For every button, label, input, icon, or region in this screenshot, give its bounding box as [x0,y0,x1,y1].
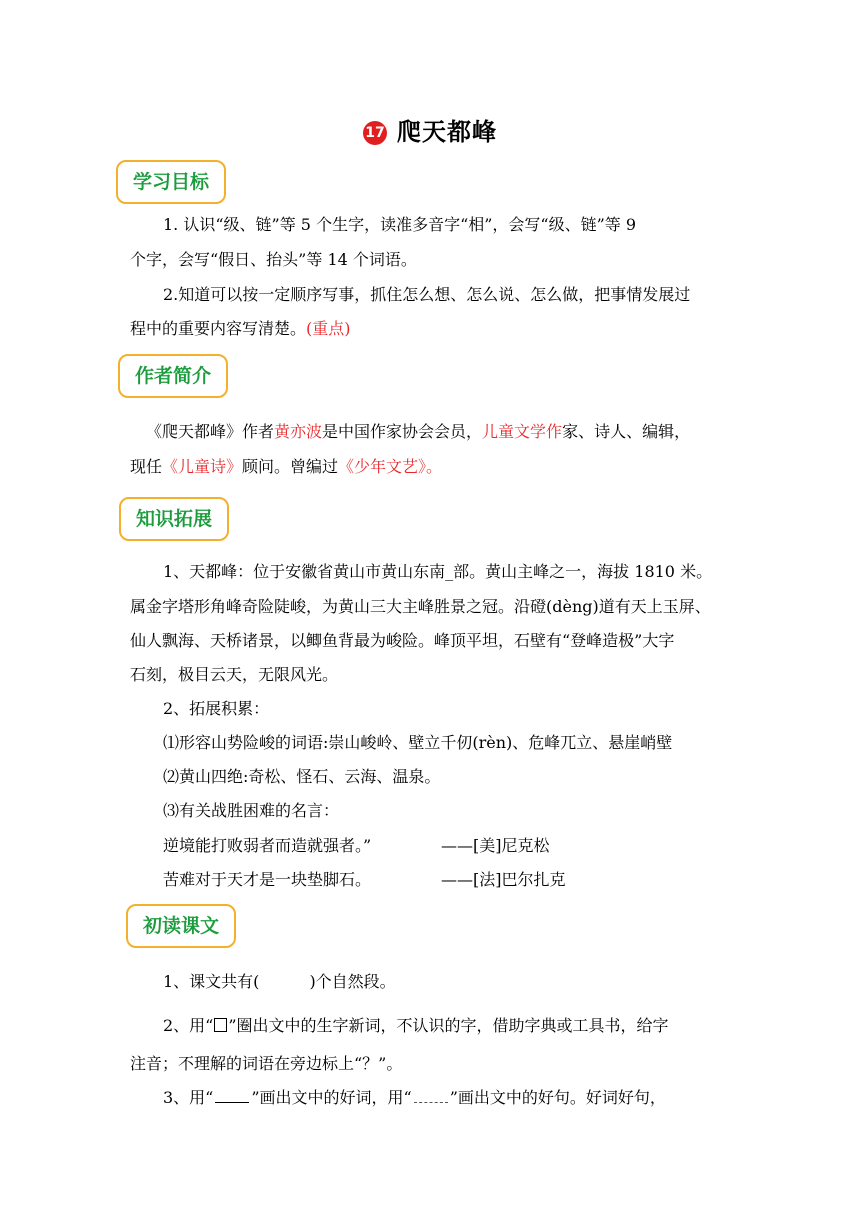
author-name: 黄亦波 [274,422,323,441]
knowledge-1-line-1: 1、天都峰：位于安徽省黄山市黄山东南_部。黄山主峰之一，海拔 1810 米。 [163,562,713,581]
author-role: 儿童文学作 [482,422,563,441]
goal-2-line-1: 2.知道可以按一定顺序写事，抓住怎么想、怎么说、怎么做，把事情发展过 [163,285,691,304]
reading-1-text-b: )个自然段。 [309,972,396,991]
knowledge-1-line-2: 属金字塔形角峰奇险陡峻，为黄山三大主峰胜景之冠。沿磴(dèng)道有天上玉屏、 [130,597,711,616]
reading-task-3 [163,1088,666,1108]
reading-task-2 [163,1016,669,1036]
reading-2-text-a: 2、用“ [163,1016,214,1035]
quote-1-text: 逆境能打败弱者而造就强者。” [163,836,372,855]
solid-underline-icon [215,1088,249,1103]
author-text-d: 现任 [130,457,163,476]
reading-3-text-c: ”画出文中的好句。好词好句， [449,1088,666,1107]
knowledge-2-heading: 2、拓展积累： [163,699,270,718]
goal-2-text: 程中的重要内容写清楚。 [130,319,307,338]
reading-task-2-line-2: 注音；不理解的词语在旁边标上“？”。 [130,1054,403,1073]
reading-1-text-a: 1、课文共有( [163,972,260,991]
knowledge-1-line-3: 仙人飘海、天桥诸景，以鲫鱼背最为峻险。峰顶平坦，石壁有“登峰造极”大字 [130,631,675,650]
author-text-e: 顾问。曾编过 [242,457,339,476]
author-line-1 [146,422,690,442]
knowledge-2-item-3: ⑶有关战胜困难的名言： [163,801,340,820]
author-text-b: 是中国作家协会会员， [322,422,483,441]
author-text-c: 家、诗人、编辑， [562,422,691,441]
reading-3-text-b: ”画出文中的好词，用“ [251,1088,412,1107]
circle-mark-icon [214,1018,227,1032]
lesson-number-badge: 17 [363,121,387,145]
magazine-2: 《少年文艺》。 [338,457,443,476]
goal-1-line-2: 个字，会写“假日、抬头”等 14 个词语。 [130,250,417,269]
reading-task-1 [163,972,396,992]
section-heading-reading: 初读课文 [126,904,236,948]
reading-3-text-a: 3、用“ [163,1088,214,1107]
page-title [0,112,860,147]
section-heading-author: 作者简介 [118,354,228,398]
section-heading-goals: 学习目标 [116,160,226,204]
quote-2-author: ——[法]巴尔扎克 [441,870,566,889]
reading-2-text-b: ”圈出文中的生字新词，不认识的字，借助字典或工具书，给字 [228,1016,669,1035]
magazine-1: 《儿童诗》 [162,457,243,476]
quote-1-author: ——[美]尼克松 [441,836,550,855]
dashed-underline-icon [414,1088,448,1103]
section-heading-knowledge: 知识拓展 [119,497,229,541]
author-line-2 [130,457,442,477]
goal-1-line-1: 1. 认识“级、链”等 5 个生字，读准多音字“相”，会写“级、链”等 9 [163,215,637,234]
lesson-title: 爬天都峰 [397,118,497,146]
knowledge-2-item-1: ⑴形容山势险峻的词语:崇山峻岭、壁立千仞(rèn)、危峰兀立、悬崖峭壁 [163,733,673,752]
knowledge-2-item-2: ⑵黄山四绝:奇松、怪石、云海、温泉。 [163,767,441,786]
key-point-label: (重点) [306,319,351,338]
knowledge-1-line-4: 石刻，极目云天，无限风光。 [130,665,339,684]
goal-2-line-2 [130,319,351,339]
author-text-a: 《爬天都峰》作者 [146,422,275,441]
quote-2-text: 苦难对于天才是一块垫脚石。 [163,870,372,889]
